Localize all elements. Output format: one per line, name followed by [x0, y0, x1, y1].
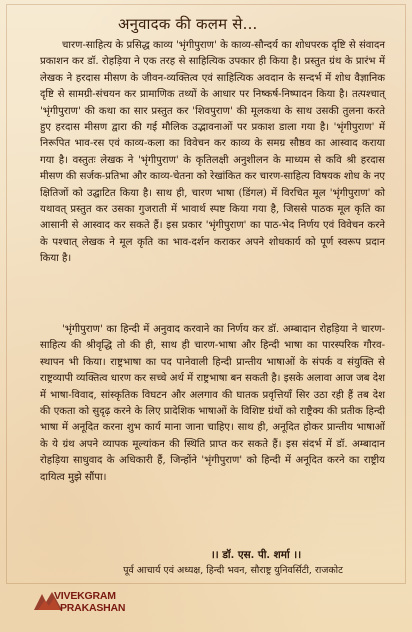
logo-text-vivekgram: VIVEKGRAM: [54, 590, 116, 602]
publisher-logo: [32, 586, 126, 624]
author-designation: पूर्व आचार्य एवं अध्यक्ष, हिन्दी भवन, सौराष्ट्र युनिवर्सिटी, राजकोट: [123, 565, 343, 576]
author-signature: ।। डॉ. एस. पी. शर्मा ।।: [210, 549, 302, 561]
page-title: अनुवादक की कलम से...: [118, 15, 258, 33]
logo-text-prakashan: PRAKASHAN: [60, 602, 126, 614]
paragraph-2: 'भृंगीपुराण' का हिन्दी में अनुवाद करवाने का निर्णय कर डॉ. अम्बादान रोहड़िया ने चारण-साहित्य की श्रीवृद्धि तो की ही, साथ ही चारण-भाषा और हिन्दी भाषा का पारस्परिक गौरव-स्थापन भी किया। राष्ट्रभाषा का पद पानेवाली हिन्दी प्रान्तीय भाषाओं के संपर्क व संयुक्ति से राष्ट्रव्यापी व्यक्तित्व धारण कर सच्चे अर्थ में राष्ट्रभाषा बन सकती है। इसके अलावा आज जब देश में भाषा-विवाद, सांस्कृतिक विघटन और अलगाव की घातक प्रवृत्तियाँ सिर उठा रही हैं तब देश की एकता को सुदृढ़ करने के लिए प्रादेशिक भाषाओं के विशिष्ट ग्रंथों को राष्ट्रैक्य की प्रतीक हिन्दी भाषा में अनूदित करना शुभ कार्य माना जाना चाहिए। साथ ही, अनूदित होकर प्रान्तीय भाषाओं के ये ग्रंथ अपने व्यापक मूल्यांकन की स्थिति प्राप्त कर सकते हैं। इस संदर्भ में डॉ. अम्बादान रोहड़िया साधुवाद के अधिकारी हैं, जिन्होंने 'भृंगीपुराण' को हिन्दी में अनूदित करने का राष्ट्रीय दायित्व मुझे सौंपा।: [40, 324, 385, 483]
paragraph-1: चारण-साहित्य के प्रसिद्ध काव्य 'भृंगीपुराण' के काव्य-सौन्दर्य का शोधपरक दृष्टि से संवादन प्रकाशन कर डॉ. रोहड़िया ने एक तरह से साहित्यिक उपकार ही किया है। प्रस्तुत ग्रंथ के प्रारंभ में लेखक ने हरदास मीसण के जीवन-व्यक्तित्व एवं साहित्यिक अवदान के सन्दर्भ में शोध वैज्ञानिक दृष्टि से सामग्री-संचयन कर प्रामाणिक तथ्यों के आधार पर निष्कर्ष-निष्पादन किया है। तत्पश्चात् 'भृंगीपुराण' की कथा का सार प्रस्तुत कर 'शिवपुराण' की मूलकथा के साथ उसकी तुलना करते हुए हरदास मीसण द्वारा की गई मौलिक उद्भावनाओं पर प्रकाश डाला गया है। 'भृंगीपुराण' में निरूपित भाव-रस एवं काव्य-कला का विवेचन कर काव्य के समग्र सौष्ठव का आस्वाद कराया गया है। वस्तुतः लेखक ने 'भृंगीपुराण' के कृतिलक्षी अनुशीलन के माध्यम से कवि श्री हरदास मीसण की सर्जक-प्रतिभा और काव्य-चेतना को रेखांकित कर चारण-साहित्य विषयक शोध के नए क्षितिजों को उद्घाटित किया है। साथ ही, चारण भाषा (डिंगल) में विरचित मूल 'भृंगीपुराण' को यथावत् प्रस्तुत कर उसका गुजराती में भावार्थ स्पष्ट किया गया है, जिससे पाठक मूल कृति का आसानी से आस्वाद कर सकते हैं। इस प्रकार 'भृंगीपुराण' का पाठ-भेद निर्णय एवं विवेचन करने के पश्चात् लेखक ने मूल कृति का भाव-दर्शन कराकर अपने शोधकार्य को पूर्ण स्वरूप प्रदान किया है।: [40, 40, 385, 265]
